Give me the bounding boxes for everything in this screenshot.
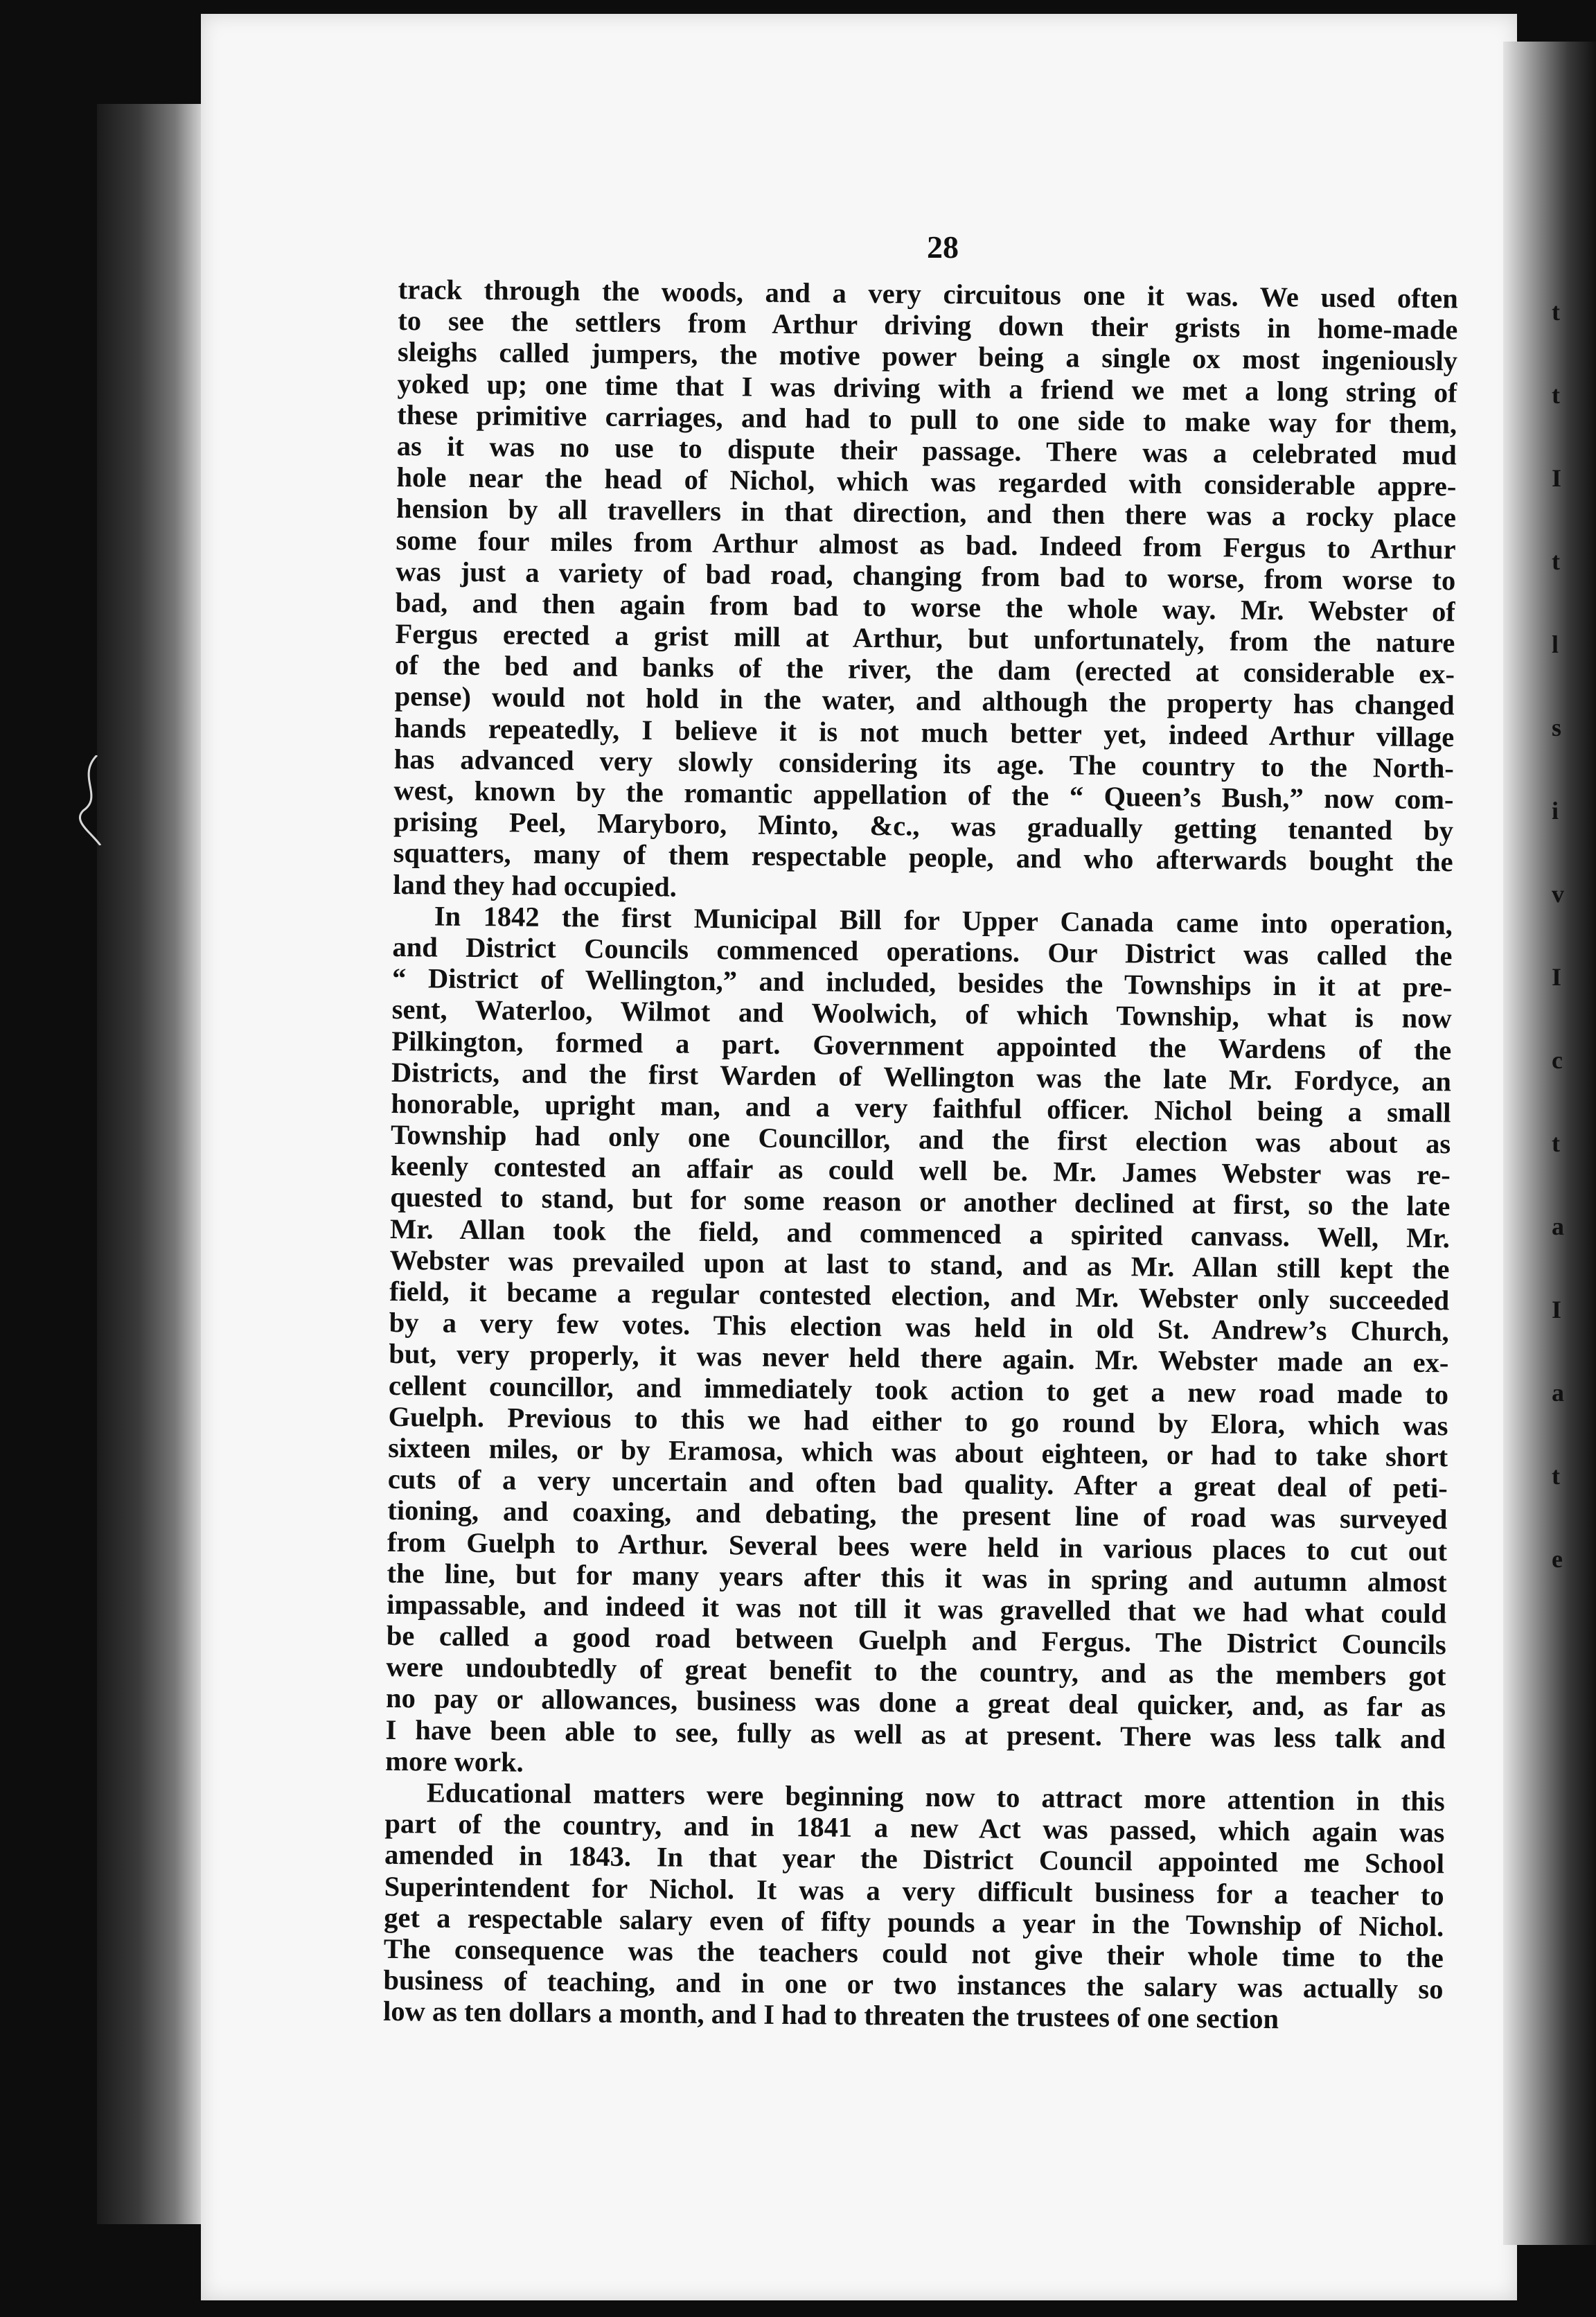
text-line: sixteen miles, or by Eramosa, which was about eighteen, or had to take short xyxy=(388,1431,1448,1473)
text-line: Superintendent for Nichol. It was a very difficult business for a teacher to xyxy=(384,1870,1444,1911)
adjacent-letter: t xyxy=(1552,381,1560,409)
adjacent-letter: t xyxy=(1552,1129,1560,1157)
text-line: sleighs called jumpers, the motive power being a single ox most ingeniously xyxy=(397,336,1458,377)
text-line: squatters, many of them respectable people, and who afterwards bought the xyxy=(393,837,1453,878)
adjacent-letter: s xyxy=(1552,714,1562,741)
page-number: 28 xyxy=(927,229,959,265)
text-line: no pay or allowances, business was done a great deal quicker, and, as far as xyxy=(385,1682,1446,1723)
text-line: hands repeatedly, I believe it is not much better yet, indeed Arthur village xyxy=(394,712,1455,752)
adjacent-page-fragment xyxy=(1552,291,1579,1621)
text-line: hole near the head of Nichol, which was regarded with considerable appre- xyxy=(396,461,1457,502)
text-line: land they had occupied. xyxy=(393,868,677,903)
adjacent-letter: i xyxy=(1552,797,1559,825)
paragraph xyxy=(383,1777,1445,2036)
adjacent-letter: I xyxy=(1552,963,1562,991)
text-line: by a very few votes. This election was held in old St. Andrew’s Church, xyxy=(389,1307,1449,1348)
adjacent-letter: a xyxy=(1552,1379,1564,1407)
adjacent-letter: t xyxy=(1552,1462,1560,1490)
adjacent-letter: I xyxy=(1552,464,1562,492)
paragraph xyxy=(393,274,1458,909)
text-line: tioning, and coaxing, and debating, the present line of road was surveyed xyxy=(387,1495,1448,1535)
text-line: Educational matters were beginning now to attract more attention in this xyxy=(426,1777,1446,1817)
text-line: yoked up; one time that I was driving with a friend we met a long string of xyxy=(397,367,1457,408)
text-line: some four miles from Arthur almost as bad. Indeed from Fergus to Arthur xyxy=(396,524,1456,565)
right-page-edge xyxy=(1503,42,1596,2245)
text-line: west, known by the romantic appellation of the “ Queen’s Bush,” now com- xyxy=(393,774,1454,816)
text-line: the line, but for many years after this it was in spring and autumn almost xyxy=(387,1557,1447,1598)
text-line: “ District of Wellington,” and included, besides the Townships in it at pre- xyxy=(391,962,1453,1003)
adjacent-letter: l xyxy=(1552,631,1559,658)
ink-mark-icon xyxy=(69,755,111,845)
text-line: hension by all travellers in that direction, and then there was a rocky place xyxy=(396,493,1457,534)
text-line: field, it became a regular contested election, and Mr. Webster only succeeded xyxy=(389,1275,1450,1316)
left-binding-shadow xyxy=(97,104,201,2224)
adjacent-letter: e xyxy=(1552,1545,1563,1573)
text-line: has advanced very slowly considering its age. The country to the North- xyxy=(393,743,1455,784)
text-line: but, very properly, it was never held there again. Mr. Webster made an ex- xyxy=(389,1338,1449,1379)
text-line: Mr. Allan took the field, and commenced a spirited canvass. Well, Mr. xyxy=(389,1213,1451,1253)
text-line: cuts of a very uncertain and often bad quality. After a great deal of peti- xyxy=(387,1463,1448,1504)
text-line: Districts, and the first Warden of Wellington was the late Mr. Fordyce, an xyxy=(391,1056,1452,1097)
text-line: low as ten dollars a month, and I had to threaten the trustees of one section xyxy=(382,1996,1279,2035)
text-line: Township had only one Councillor, and the first election was about as xyxy=(390,1119,1451,1160)
text-line: bad, and then again from bad to worse the whole way. Mr. Webster of xyxy=(395,586,1455,628)
text-line: I have been able to see, fully as well as at present. There was less talk and xyxy=(385,1713,1446,1754)
adjacent-letter: t xyxy=(1552,298,1560,326)
text-line: Guelph. Previous to this we had either to go round by Elora, which was xyxy=(388,1400,1448,1442)
text-line: these primitive carriages, and had to pull to one side to make way for them, xyxy=(397,398,1457,440)
text-line: honorable, upright man, and a very faithful officer. Nichol being a small xyxy=(391,1087,1451,1129)
text-line: prising Peel, Maryboro, Minto, &c., was gradually getting tenanted by xyxy=(393,806,1454,847)
text-line: business of teaching, and in one or two instances the salary was actually so xyxy=(383,1964,1444,2005)
adjacent-letter: v xyxy=(1552,880,1564,908)
adjacent-letter: a xyxy=(1552,1213,1564,1240)
text-line: Webster was prevailed upon at last to stand, and as Mr. Allan still kept the xyxy=(389,1244,1450,1285)
text-line: Pilkington, formed a part. Government appointed the Wardens of the xyxy=(391,1025,1452,1066)
text-line: sent, Waterloo, Wilmot and Woolwich, of which Township, what is now xyxy=(391,994,1452,1034)
text-line: of the bed and banks of the river, the dam (erected at considerable ex- xyxy=(394,649,1455,690)
adjacent-letter: c xyxy=(1552,1046,1563,1074)
adjacent-letter: t xyxy=(1552,547,1560,575)
text-line: The consequence was the teachers could not give their whole time to the xyxy=(383,1932,1444,1974)
text-line: In 1842 the first Municipal Bill for Upper Canada came into operation, xyxy=(434,900,1453,941)
text-line: to see the settlers from Arthur driving down their grists in home-made xyxy=(398,305,1458,346)
text-line: part of the country, and in 1841 a new Act was passed, which again was xyxy=(384,1808,1445,1849)
text-line: track through the woods, and a very circuitous one it was. We used often xyxy=(398,274,1458,315)
text-line: quested to stand, but for some reason or another declined at first, so the late xyxy=(390,1181,1451,1222)
text-line: were undoubtedly of great benefit to the country, and as the members got xyxy=(386,1651,1446,1692)
text-line: impassable, and indeed it was not till it was gravelled that we had what could xyxy=(387,1588,1447,1630)
text-line: amended in 1843. In that year the District Council appointed me School xyxy=(384,1839,1445,1880)
text-line: get a respectable salary even of fifty pounds a year in the Township of Nichol. xyxy=(384,1901,1444,1943)
text-line: pense) would not hold in the water, and although the property has changed xyxy=(394,680,1455,721)
text-line: Fergus erected a grist mill at Arthur, but unfortunately, from the nature xyxy=(395,618,1455,659)
text-line: more work. xyxy=(385,1745,524,1778)
text-line: was just a variety of bad road, changing from bad to worse, from worse to xyxy=(396,555,1456,597)
text-line: be called a good road between Guelph and Fergus. The District Councils xyxy=(386,1619,1446,1661)
text-line: keenly contested an affair as could well be. Mr. James Webster was re- xyxy=(390,1150,1451,1191)
paragraph xyxy=(385,900,1453,1786)
text-line: and District Councils commenced operations. Our District was called the xyxy=(392,931,1453,972)
adjacent-letter: I xyxy=(1552,1296,1562,1323)
text-line: from Guelph to Arthur. Several bees were held in various places to cut out xyxy=(387,1526,1448,1567)
text-line: cellent councillor, and immediately took action to get a new road made to xyxy=(388,1369,1449,1410)
page-body-text xyxy=(383,274,1458,2036)
text-line: as it was no use to dispute their passage. There was a celebrated mud xyxy=(396,430,1457,471)
